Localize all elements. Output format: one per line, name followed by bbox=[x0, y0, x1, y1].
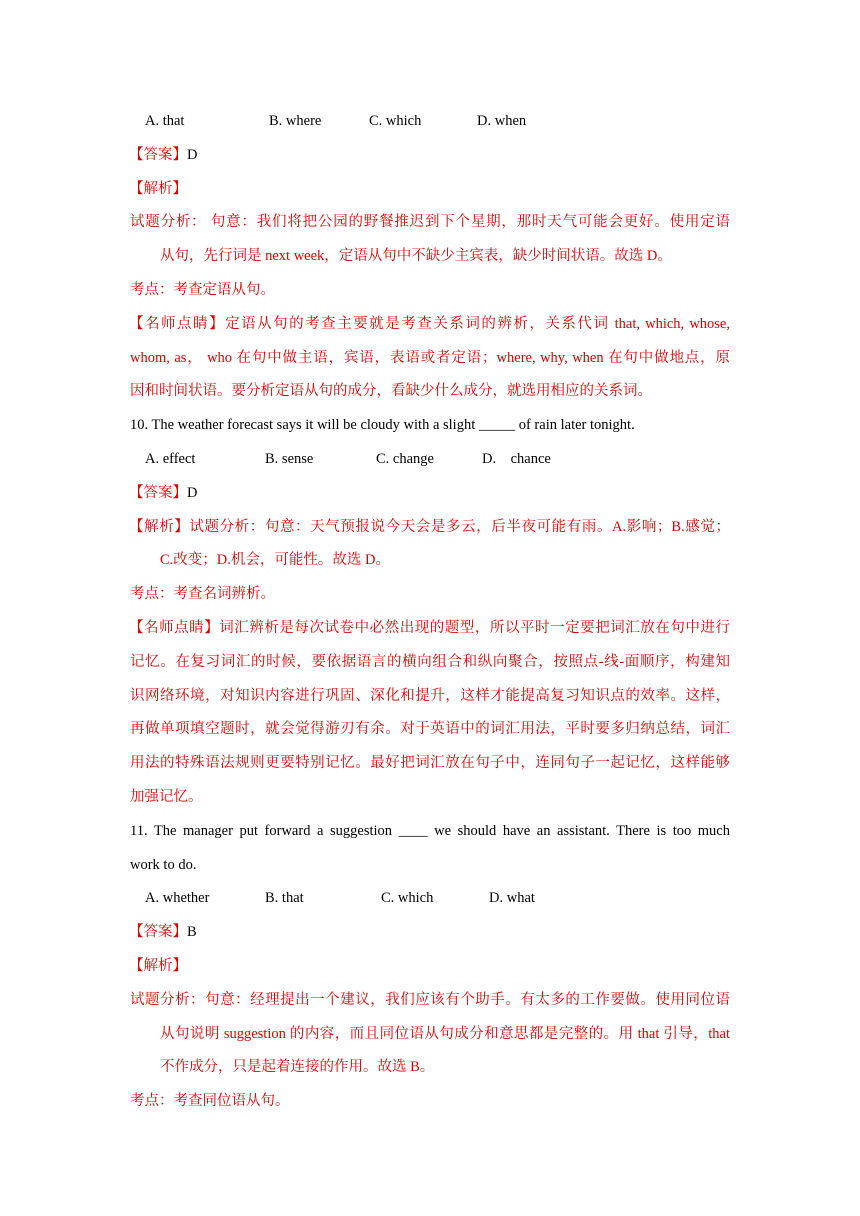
q9-option-c: C. which bbox=[369, 113, 422, 129]
q11-option-a: A. whether bbox=[145, 890, 210, 906]
q10-tip-line-3: 识网络环境，对知识内容进行巩固、深化和提升，这样才能提高复习知识点的效率。这样， bbox=[130, 688, 730, 704]
q9-tip-line-1: 【名师点睛】定语从句的考查主要就是考查关系词的辨析，关系代词 that, which, whose, bbox=[129, 316, 730, 332]
q11-question-line-1: 11. The manager put forward a suggestion ____ we should have an assistant. There is too much bbox=[130, 823, 730, 839]
q10-kaodian: 考点：考查名词辨析。 bbox=[130, 586, 275, 602]
q11-analysis-line-2: 从句说明 suggestion 的内容，而且同位语从句成分和意思都是完整的。用 that 引导，that bbox=[160, 1026, 730, 1042]
q9-answer: 【答案】D bbox=[129, 147, 198, 163]
q11-option-d: D. what bbox=[489, 890, 535, 906]
q9-kaodian: 考点：考查定语从句。 bbox=[130, 282, 275, 298]
q11-answer: 【答案】B bbox=[129, 924, 197, 940]
q9-analysis-tag: 【解析】 bbox=[129, 181, 187, 197]
q11-option-c: C. which bbox=[381, 890, 434, 906]
q10-analysis-line-2: C.改变；D.机会，可能性。故选 D。 bbox=[160, 552, 390, 568]
q10-tip-line-5: 用法的特殊语法规则更要特别记忆。最好把词汇放在句子中，连同句子一起记忆，这样能够 bbox=[130, 755, 730, 771]
q9-analysis-line-2: 从句，先行词是 next week，定语从句中不缺少主宾表，缺少时间状语。故选 D。 bbox=[160, 248, 672, 264]
q9-option-b: B. where bbox=[269, 113, 322, 129]
q9-tip-tag: 【名师点睛】 bbox=[129, 316, 226, 332]
q10-tip-line-2: 记忆。在复习词汇的时候，要依据语言的横向组合和纵向聚合，按照点-线-面顺序，构建知 bbox=[130, 654, 730, 670]
q10-option-c: C. change bbox=[376, 451, 434, 467]
q10-tip-line-4: 再做单项填空题时，就会觉得游刃有余。对于英语中的词汇用法，平时要多归纳总结，词汇 bbox=[130, 721, 730, 737]
q11-question-line-2: work to do. bbox=[130, 857, 197, 873]
q11-option-b: B. that bbox=[265, 890, 304, 906]
q11-kaodian: 考点：考查同位语从句。 bbox=[130, 1093, 290, 1109]
q10-question: 10. The weather forecast says it will be cloudy with a slight _____ of rain later tonight. bbox=[130, 417, 635, 433]
q11-analysis-line-1: 试题分析：句意：经理提出一个建议，我们应该有个助手。有太多的工作要做。使用同位语 bbox=[130, 992, 730, 1008]
q10-analysis-line-1: 【解析】试题分析：句意：天气预报说今天会是多云，后半夜可能有雨。A.影响；B.感觉； bbox=[129, 519, 730, 535]
q10-option-a: A. effect bbox=[145, 451, 196, 467]
q9-analysis-line-1: 试题分析： 句意：我们将把公园的野餐推迟到下个星期，那时天气可能会更好。使用定语 bbox=[130, 214, 730, 230]
q10-tip-tag: 【名师点睛】 bbox=[129, 620, 220, 636]
q10-tip-line-6: 加强记忆。 bbox=[130, 789, 203, 805]
q9-tip-line-3: 因和时间状语。要分析定语从句的成分，看缺少什么成分，就选用相应的关系词。 bbox=[130, 383, 652, 399]
q11-analysis-line-3: 不作成分，只是起着连接的作用。故选 B。 bbox=[160, 1059, 435, 1075]
q10-option-d: D. chance bbox=[482, 451, 551, 467]
q9-tip-line-2: whom, as， who 在句中做主语，宾语，表语或者定语；where, why, when 在句中做地点，原 bbox=[130, 350, 730, 366]
q9-option-d: D. when bbox=[477, 113, 527, 129]
q10-answer: 【答案】D bbox=[129, 485, 198, 501]
q10-tip-line-1: 【名师点睛】词汇辨析是每次试卷中必然出现的题型，所以平时一定要把词汇放在句中进行 bbox=[129, 620, 731, 636]
q10-option-b: B. sense bbox=[265, 451, 314, 467]
q11-analysis-tag: 【解析】 bbox=[129, 958, 187, 974]
q9-option-a: A. that bbox=[145, 113, 185, 129]
